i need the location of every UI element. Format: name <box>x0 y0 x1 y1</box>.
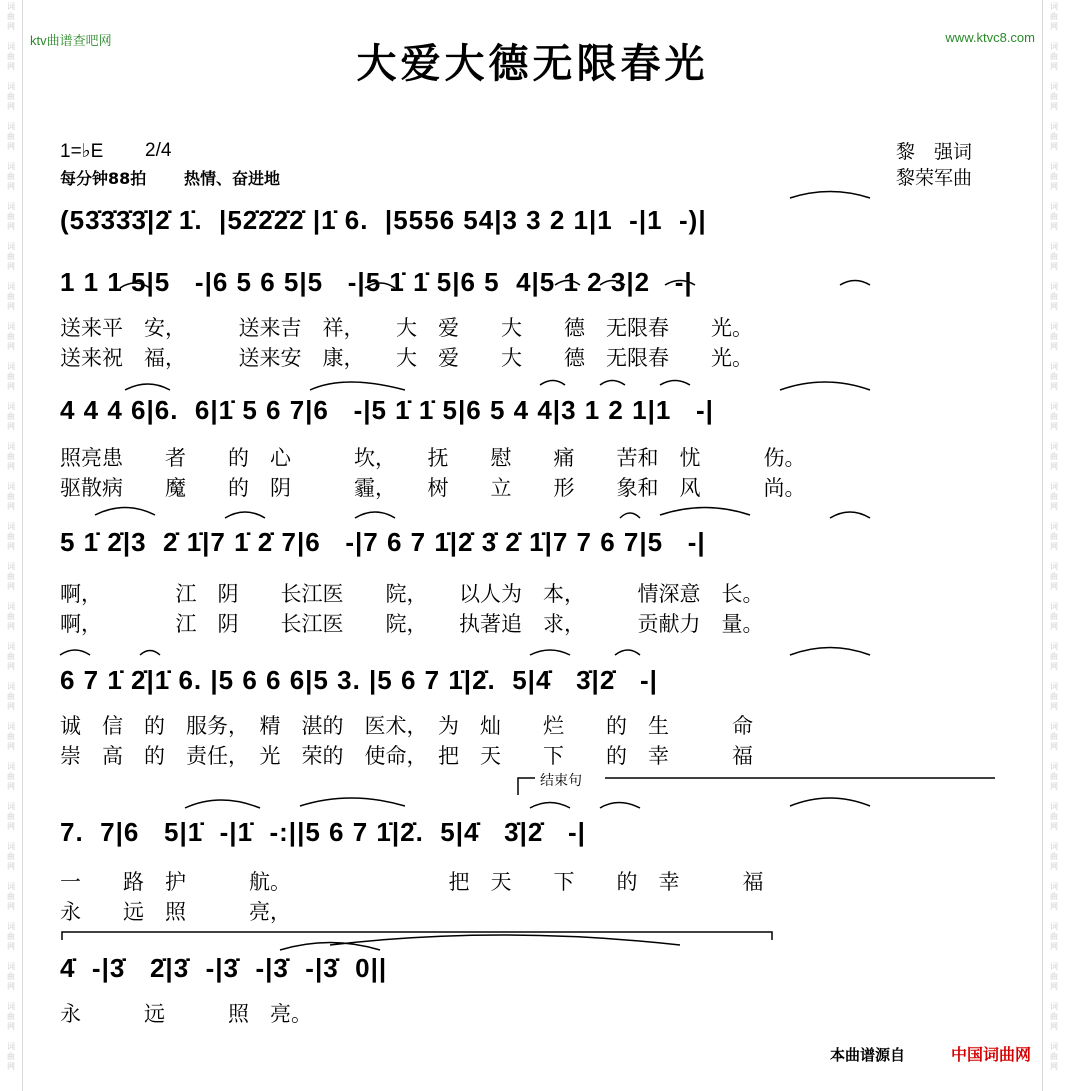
notation-line-2 <box>60 262 693 302</box>
watermark-glyph: 词 曲 网 <box>1050 922 1058 951</box>
notation-text: 7. 7|6 5|1̇ -|1̇ -:||5 6 7 1̇|2̇. 5|4̇ 3̇|2̇ -| <box>60 816 586 847</box>
lyric-row: 永 远 照 亮， <box>60 900 291 924</box>
watermark-glyph: 词 曲 网 <box>7 602 15 631</box>
slur <box>330 935 680 945</box>
watermark-glyph: 词 曲 网 <box>1050 1002 1058 1031</box>
slur <box>540 381 565 386</box>
lyricist-credit: 黎 强词 <box>896 141 973 163</box>
watermark-glyph: 词 曲 网 <box>1050 42 1058 71</box>
watermark-glyph: 词 曲 网 <box>7 322 15 351</box>
watermark-glyph: 词 曲 网 <box>7 922 15 951</box>
notation-line-7 <box>60 948 387 988</box>
slur <box>600 381 625 386</box>
watermark-glyph: 词 曲 网 <box>7 42 15 71</box>
slur <box>60 650 90 655</box>
lyric-row: 送来祝 福， 送来安 康， 大 爱 大 德 无限春 光。 <box>60 346 753 370</box>
time-signature: 2/4 <box>145 140 172 161</box>
watermark-glyph: 词 曲 网 <box>7 162 15 191</box>
tempo-marking: 每分钟88拍 <box>60 169 147 188</box>
notation-text: 5 1̇ 2̇|3 2̇ 1̇|7 1̇ 2̇ 7|6 -|7 6 7 1̇|2̇ 3̇ 2̇ 1̇|7 7 6 7|5 -| <box>60 526 706 557</box>
source-site-link[interactable]: 中国词曲网 <box>950 1045 1031 1064</box>
slur <box>95 508 155 516</box>
lyric-row: 诚 信 的 服务， 精 湛的 医术， 为 灿 烂 的 生 命 <box>60 714 753 738</box>
notation-text: 6 7 1̇ 2̇|1̇ 6. |5 6 6 6|5 3. |5 6 7 1̇|2̇. 5|4̇ 3̇|2̇ -| <box>60 664 658 695</box>
slur <box>530 650 570 655</box>
watermark-glyph: 词 曲 网 <box>7 562 15 591</box>
bottom-bracket <box>62 932 772 940</box>
watermark-glyph: 词 曲 网 <box>7 122 15 151</box>
slur <box>225 512 265 518</box>
watermark-glyph: 词 曲 网 <box>1050 82 1058 111</box>
notation-line-5 <box>60 660 658 700</box>
lyric-row: 送来平 安， 送来吉 祥， 大 爱 大 德 无限春 光。 <box>60 316 753 340</box>
watermark-glyph: 词 曲 网 <box>7 842 15 871</box>
watermark-glyph: 词 曲 网 <box>1050 722 1058 751</box>
slur <box>790 648 870 656</box>
watermark-glyph: 词 曲 网 <box>7 2 15 31</box>
watermark-glyph: 词 曲 网 <box>1050 202 1058 231</box>
watermark-glyph: 词 曲 网 <box>7 362 15 391</box>
notation-text: 4̇ -|3̇ 2̇|3̇ -|3̇ -|3̇ -|3̇ 0|| <box>60 952 388 983</box>
watermark-glyph: 词 曲 网 <box>1050 362 1058 391</box>
watermark-glyph: 词 曲 网 <box>1050 322 1058 351</box>
slur <box>840 281 870 286</box>
watermark-glyph: 词 曲 网 <box>7 282 15 311</box>
slur <box>620 513 640 518</box>
slur <box>615 650 640 655</box>
slur <box>790 798 870 806</box>
watermark-glyph: 词 曲 网 <box>7 242 15 271</box>
watermark-glyph: 词 曲 网 <box>7 682 15 711</box>
watermark-glyph: 词 曲 网 <box>1050 842 1058 871</box>
watermark-glyph: 词 曲 网 <box>7 1002 15 1031</box>
slur <box>660 508 750 516</box>
slur <box>600 803 640 809</box>
watermark-glyph: 词 曲 网 <box>7 522 15 551</box>
lyric-row: 照亮患 者 的 心 坎， 抚 慰 痛 苦和 忧 伤。 <box>60 446 806 470</box>
watermark-glyph: 词 曲 网 <box>7 402 15 431</box>
site-watermark-right: www.ktvc8.com <box>945 30 1035 45</box>
slur <box>830 512 870 518</box>
watermark-glyph: 词 曲 网 <box>1050 562 1058 591</box>
watermark-glyph: 词 曲 网 <box>7 802 15 831</box>
watermark-glyph: 词 曲 网 <box>7 482 15 511</box>
watermark-glyph: 词 曲 网 <box>1050 442 1058 471</box>
slur <box>660 381 690 386</box>
lyric-row: 啊， 江 阴 长江医 院， 执著追 求， 贡献力 量。 <box>60 612 764 636</box>
watermark-glyph: 词 曲 网 <box>1050 1042 1058 1071</box>
notation-text: (53̇3̇3̇3̇|2̇ 1̇. |52̇2̇2̇2̇ |1̇ 6. |5556 54|3 3 2 1|1 -|1 -)| <box>60 204 707 235</box>
lyric-row: 崇 高 的 责任， 光 荣的 使命， 把 天 下 的 幸 福 <box>60 744 753 768</box>
watermark-glyph: 词 曲 网 <box>7 202 15 231</box>
notation-text: 1 1 1 5|5 -|6 5 6 5|5 -|5 1̇ 1̇ 5|6 5 4|5 1 2 3|2 -| <box>60 266 693 297</box>
watermark-glyph: 词 曲 网 <box>7 1042 15 1071</box>
watermark-glyph: 词 曲 网 <box>1050 802 1058 831</box>
watermark-glyph: 词 曲 网 <box>7 762 15 791</box>
watermark-glyph: 词 曲 网 <box>1050 882 1058 911</box>
slur <box>310 382 405 390</box>
watermark-glyph: 词 曲 网 <box>1050 482 1058 511</box>
watermark-glyph: 词 曲 网 <box>1050 2 1058 31</box>
song-title: 大爱大德无限春光 <box>356 40 709 87</box>
watermark-glyph: 词 曲 网 <box>1050 162 1058 191</box>
key-signature: 1=♭E <box>60 141 104 162</box>
slur <box>790 192 870 199</box>
slur <box>530 803 570 809</box>
watermark-glyph: 词 曲 网 <box>1050 682 1058 711</box>
lyric-row: 永 远 照 亮。 <box>60 1002 312 1026</box>
watermark-glyph: 词 曲 网 <box>7 882 15 911</box>
watermark-glyph: 词 曲 网 <box>7 722 15 751</box>
slur <box>185 800 260 808</box>
watermark-glyph: 词 曲 网 <box>1050 962 1058 991</box>
slur <box>780 382 870 390</box>
watermark-glyph: 词 曲 网 <box>1050 122 1058 151</box>
source-label: 本曲谱源自 <box>829 1046 905 1064</box>
notation-line-3 <box>60 390 714 430</box>
slur <box>140 651 160 656</box>
watermark-glyph: 词 曲 网 <box>1050 402 1058 431</box>
site-watermark-left: ktv曲谱查吧网 <box>30 33 112 48</box>
slur <box>300 798 405 806</box>
notation-line-4 <box>60 522 706 562</box>
expression-marking: 热情、奋进地 <box>184 169 281 188</box>
watermark-glyph: 词 曲 网 <box>1050 602 1058 631</box>
watermark-glyph: 词 曲 网 <box>7 962 15 991</box>
ending-label: 结束句 <box>540 773 582 789</box>
watermark-glyph: 词 曲 网 <box>7 642 15 671</box>
watermark-glyph: 词 曲 网 <box>1050 522 1058 551</box>
notation-line-1 <box>60 200 707 240</box>
watermark-glyph: 词 曲 网 <box>7 442 15 471</box>
composer-credit: 黎荣军曲 <box>896 167 973 189</box>
lyric-row: 啊， 江 阴 长江医 院， 以人为 本， 情深意 长。 <box>60 582 764 606</box>
lyric-row: 驱散病 魔 的 阴 霾， 树 立 形 象和 风 尚。 <box>60 476 806 500</box>
watermark-glyph: 词 曲 网 <box>1050 242 1058 271</box>
lyric-row: 一 路 护 航。 把 天 下 的 幸 福 <box>60 870 764 894</box>
watermark-glyph: 词 曲 网 <box>1050 642 1058 671</box>
watermark-glyph: 词 曲 网 <box>7 82 15 111</box>
notation-text: 4 4 4 6|6. 6|1̇ 5 6 7|6 -|5 1̇ 1̇ 5|6 5 4 4|3 1 2 1|1 -| <box>60 394 714 425</box>
ending-bracket <box>518 778 535 795</box>
watermark-glyph: 词 曲 网 <box>1050 762 1058 791</box>
watermark-glyph: 词 曲 网 <box>1050 282 1058 311</box>
slur <box>355 512 395 518</box>
notation-line-6 <box>60 812 586 852</box>
